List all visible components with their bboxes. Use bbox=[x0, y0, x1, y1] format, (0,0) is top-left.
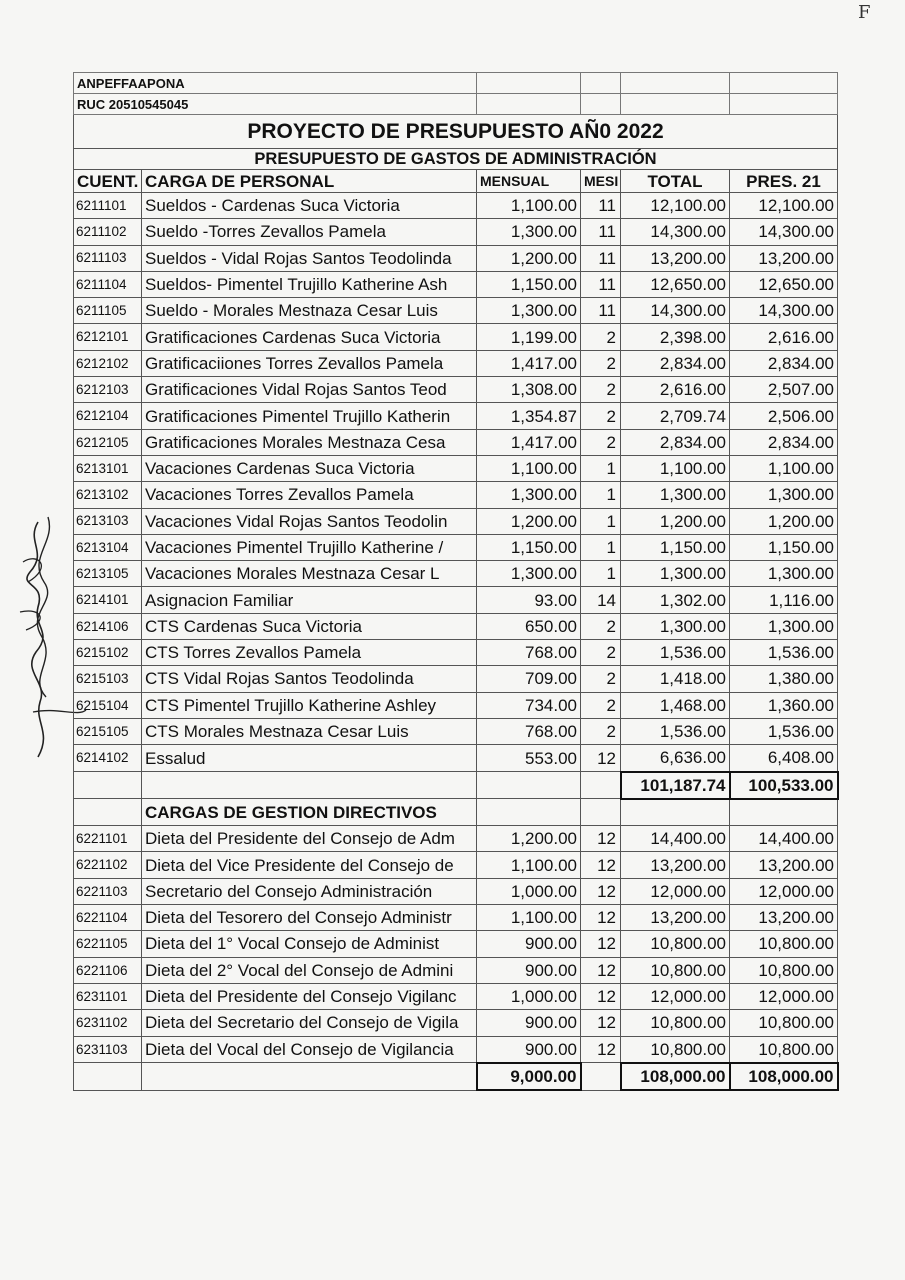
table-row bbox=[74, 403, 838, 429]
total-amount: 1,536.00 bbox=[621, 718, 730, 744]
monthly-amount: 1,417.00 bbox=[477, 350, 581, 376]
total-amount: 1,300.00 bbox=[621, 482, 730, 508]
table-row bbox=[74, 745, 838, 772]
account-code: 6215103 bbox=[74, 666, 142, 692]
months: 2 bbox=[581, 324, 621, 350]
table-row bbox=[74, 666, 838, 692]
personal-total: 101,187.74 bbox=[621, 772, 730, 799]
table-row bbox=[74, 508, 838, 534]
months: 1 bbox=[581, 508, 621, 534]
pres21-amount: 1,150.00 bbox=[730, 534, 838, 560]
personal-total-row bbox=[74, 772, 838, 799]
account-code: 6215104 bbox=[74, 692, 142, 718]
description: Essalud bbox=[142, 745, 477, 772]
pres21-amount: 1,536.00 bbox=[730, 640, 838, 666]
pres21-amount: 13,200.00 bbox=[730, 905, 838, 931]
pres21-amount: 2,506.00 bbox=[730, 403, 838, 429]
monthly-amount: 1,150.00 bbox=[477, 534, 581, 560]
total-amount: 12,000.00 bbox=[621, 878, 730, 904]
ruc: RUC 20510545045 bbox=[74, 94, 477, 115]
monthly-amount: 900.00 bbox=[477, 931, 581, 957]
monthly-amount: 1,000.00 bbox=[477, 878, 581, 904]
pres21-amount: 1,300.00 bbox=[730, 613, 838, 639]
description: Vacaciones Vidal Rojas Santos Teodolin bbox=[142, 508, 477, 534]
table-row bbox=[74, 692, 838, 718]
total-amount: 1,418.00 bbox=[621, 666, 730, 692]
pres21-amount: 1,100.00 bbox=[730, 455, 838, 481]
pres21-amount: 1,300.00 bbox=[730, 561, 838, 587]
account-code: 6213103 bbox=[74, 508, 142, 534]
pres21-amount: 2,834.00 bbox=[730, 429, 838, 455]
account-code: 6211101 bbox=[74, 193, 142, 219]
months: 2 bbox=[581, 692, 621, 718]
account-code: 6231102 bbox=[74, 1010, 142, 1036]
months: 12 bbox=[581, 1036, 621, 1063]
pres21-amount: 10,800.00 bbox=[730, 957, 838, 983]
monthly-amount: 93.00 bbox=[477, 587, 581, 613]
months: 12 bbox=[581, 1010, 621, 1036]
pres21-amount: 14,400.00 bbox=[730, 826, 838, 852]
description: Asignacion Familiar bbox=[142, 587, 477, 613]
monthly-amount: 1,200.00 bbox=[477, 508, 581, 534]
description: Dieta del Presidente del Consejo de Adm bbox=[142, 826, 477, 852]
months: 11 bbox=[581, 219, 621, 245]
header-cuenta: CUENT. bbox=[74, 170, 142, 193]
months: 1 bbox=[581, 482, 621, 508]
monthly-amount: 1,300.00 bbox=[477, 219, 581, 245]
pres21-amount: 1,360.00 bbox=[730, 692, 838, 718]
table-row bbox=[74, 561, 838, 587]
total-amount: 14,300.00 bbox=[621, 298, 730, 324]
months: 11 bbox=[581, 245, 621, 271]
org-name: ANPEFFAAPONA bbox=[74, 73, 477, 94]
months: 12 bbox=[581, 852, 621, 878]
table-row bbox=[74, 245, 838, 271]
total-amount: 1,302.00 bbox=[621, 587, 730, 613]
monthly-amount: 709.00 bbox=[477, 666, 581, 692]
section-directivos-title: CARGAS DE GESTION DIRECTIVOS bbox=[142, 799, 477, 826]
account-code: 6214106 bbox=[74, 613, 142, 639]
section-directivos-row bbox=[74, 799, 838, 826]
monthly-amount: 1,300.00 bbox=[477, 561, 581, 587]
account-code: 6221101 bbox=[74, 826, 142, 852]
directivos-total: 108,000.00 bbox=[621, 1063, 730, 1090]
account-code: 6213101 bbox=[74, 455, 142, 481]
total-amount: 1,300.00 bbox=[621, 613, 730, 639]
pres21-amount: 10,800.00 bbox=[730, 1036, 838, 1063]
description: Sueldos - Vidal Rojas Santos Teodolinda bbox=[142, 245, 477, 271]
table-row bbox=[74, 931, 838, 957]
months: 2 bbox=[581, 403, 621, 429]
total-amount: 10,800.00 bbox=[621, 957, 730, 983]
account-code: 6211102 bbox=[74, 219, 142, 245]
monthly-amount: 900.00 bbox=[477, 1010, 581, 1036]
description: Vacaciones Morales Mestnaza Cesar L bbox=[142, 561, 477, 587]
total-amount: 1,300.00 bbox=[621, 561, 730, 587]
total-amount: 10,800.00 bbox=[621, 931, 730, 957]
directivos-rows bbox=[74, 826, 838, 1063]
account-code: 6211105 bbox=[74, 298, 142, 324]
total-amount: 12,100.00 bbox=[621, 193, 730, 219]
months: 12 bbox=[581, 957, 621, 983]
pres21-amount: 1,300.00 bbox=[730, 482, 838, 508]
months: 2 bbox=[581, 613, 621, 639]
table-row bbox=[74, 587, 838, 613]
monthly-amount: 650.00 bbox=[477, 613, 581, 639]
total-amount: 2,834.00 bbox=[621, 350, 730, 376]
monthly-amount: 1,100.00 bbox=[477, 852, 581, 878]
description: Sueldos - Cardenas Suca Victoria bbox=[142, 193, 477, 219]
pres21-amount: 13,200.00 bbox=[730, 852, 838, 878]
monthly-amount: 768.00 bbox=[477, 718, 581, 744]
pres21-amount: 10,800.00 bbox=[730, 931, 838, 957]
description: Dieta del Presidente del Consejo Vigilanc bbox=[142, 983, 477, 1009]
monthly-amount: 1,200.00 bbox=[477, 826, 581, 852]
months: 11 bbox=[581, 298, 621, 324]
description: CTS Cardenas Suca Victoria bbox=[142, 613, 477, 639]
account-code: 6214102 bbox=[74, 745, 142, 772]
pres21-amount: 1,200.00 bbox=[730, 508, 838, 534]
months: 12 bbox=[581, 878, 621, 904]
description: Dieta del Vocal del Consejo de Vigilancia bbox=[142, 1036, 477, 1063]
table-row bbox=[74, 377, 838, 403]
pres21-amount: 13,200.00 bbox=[730, 245, 838, 271]
account-code: 6221105 bbox=[74, 931, 142, 957]
description: Vacaciones Cardenas Suca Victoria bbox=[142, 455, 477, 481]
total-amount: 1,536.00 bbox=[621, 640, 730, 666]
description: CTS Vidal Rojas Santos Teodolinda bbox=[142, 666, 477, 692]
monthly-amount: 1,100.00 bbox=[477, 905, 581, 931]
monthly-amount: 1,300.00 bbox=[477, 482, 581, 508]
monthly-amount: 1,000.00 bbox=[477, 983, 581, 1009]
directivos-mensual-total: 9,000.00 bbox=[477, 1063, 581, 1090]
total-amount: 10,800.00 bbox=[621, 1036, 730, 1063]
months: 12 bbox=[581, 931, 621, 957]
personal-pres-total: 100,533.00 bbox=[730, 772, 838, 799]
pres21-amount: 2,616.00 bbox=[730, 324, 838, 350]
description: Gratificaciones Pimentel Trujillo Katherin bbox=[142, 403, 477, 429]
header-mensual: MENSUAL bbox=[477, 170, 581, 193]
description: Gratificaciiones Torres Zevallos Pamela bbox=[142, 350, 477, 376]
months: 2 bbox=[581, 377, 621, 403]
monthly-amount: 553.00 bbox=[477, 745, 581, 772]
monthly-amount: 1,417.00 bbox=[477, 429, 581, 455]
total-amount: 1,150.00 bbox=[621, 534, 730, 560]
account-code: 6213104 bbox=[74, 534, 142, 560]
account-code: 6221102 bbox=[74, 852, 142, 878]
description: Vacaciones Pimentel Trujillo Katherine / bbox=[142, 534, 477, 560]
description: Dieta del 2° Vocal del Consejo de Admini bbox=[142, 957, 477, 983]
total-amount: 2,616.00 bbox=[621, 377, 730, 403]
monthly-amount: 1,199.00 bbox=[477, 324, 581, 350]
total-amount: 6,636.00 bbox=[621, 745, 730, 772]
description: Dieta del Tesorero del Consejo Administr bbox=[142, 905, 477, 931]
table-row bbox=[74, 983, 838, 1009]
pres21-amount: 10,800.00 bbox=[730, 1010, 838, 1036]
table-row bbox=[74, 534, 838, 560]
months: 12 bbox=[581, 905, 621, 931]
description: Dieta del 1° Vocal Consejo de Administ bbox=[142, 931, 477, 957]
monthly-amount: 768.00 bbox=[477, 640, 581, 666]
total-amount: 10,800.00 bbox=[621, 1010, 730, 1036]
months: 11 bbox=[581, 271, 621, 297]
table-row bbox=[74, 718, 838, 744]
total-amount: 14,400.00 bbox=[621, 826, 730, 852]
account-code: 6212104 bbox=[74, 403, 142, 429]
header-total: TOTAL bbox=[621, 170, 730, 193]
pres21-amount: 12,000.00 bbox=[730, 983, 838, 1009]
account-code: 6212105 bbox=[74, 429, 142, 455]
header-pres21: PRES. 21 bbox=[730, 170, 838, 193]
months: 2 bbox=[581, 640, 621, 666]
account-code: 6214101 bbox=[74, 587, 142, 613]
account-code: 6221104 bbox=[74, 905, 142, 931]
monthly-amount: 1,150.00 bbox=[477, 271, 581, 297]
months: 12 bbox=[581, 745, 621, 772]
description: Gratificaciones Vidal Rojas Santos Teod bbox=[142, 377, 477, 403]
total-amount: 12,000.00 bbox=[621, 983, 730, 1009]
ruc-row bbox=[74, 94, 838, 115]
months: 12 bbox=[581, 826, 621, 852]
monthly-amount: 1,100.00 bbox=[477, 455, 581, 481]
months: 11 bbox=[581, 193, 621, 219]
header-meses: MESI bbox=[581, 170, 621, 193]
account-code: 6211103 bbox=[74, 245, 142, 271]
table-row bbox=[74, 878, 838, 904]
total-amount: 1,200.00 bbox=[621, 508, 730, 534]
account-code: 6213102 bbox=[74, 482, 142, 508]
total-amount: 13,200.00 bbox=[621, 852, 730, 878]
page-subtitle: PRESUPUESTO DE GASTOS DE ADMINISTRACIÓN bbox=[74, 149, 838, 170]
subtitle-row bbox=[74, 149, 838, 170]
pres21-amount: 1,380.00 bbox=[730, 666, 838, 692]
total-amount: 1,100.00 bbox=[621, 455, 730, 481]
description: CTS Torres Zevallos Pamela bbox=[142, 640, 477, 666]
total-amount: 12,650.00 bbox=[621, 271, 730, 297]
table-row bbox=[74, 455, 838, 481]
table-row bbox=[74, 193, 838, 219]
account-code: 6212101 bbox=[74, 324, 142, 350]
total-amount: 13,200.00 bbox=[621, 905, 730, 931]
title-row bbox=[74, 115, 838, 149]
table-row bbox=[74, 1036, 838, 1063]
monthly-amount: 1,300.00 bbox=[477, 298, 581, 324]
monthly-amount: 1,100.00 bbox=[477, 193, 581, 219]
description: Gratificaciones Morales Mestnaza Cesa bbox=[142, 429, 477, 455]
pres21-amount: 1,116.00 bbox=[730, 587, 838, 613]
table-row bbox=[74, 640, 838, 666]
months: 1 bbox=[581, 561, 621, 587]
pres21-amount: 12,100.00 bbox=[730, 193, 838, 219]
total-amount: 13,200.00 bbox=[621, 245, 730, 271]
total-amount: 2,709.74 bbox=[621, 403, 730, 429]
header-row bbox=[74, 170, 838, 193]
table-row bbox=[74, 298, 838, 324]
table-row bbox=[74, 826, 838, 852]
total-amount: 14,300.00 bbox=[621, 219, 730, 245]
description: Sueldo -Torres Zevallos Pamela bbox=[142, 219, 477, 245]
monthly-amount: 1,354.87 bbox=[477, 403, 581, 429]
account-code: 6221103 bbox=[74, 878, 142, 904]
description: Dieta del Vice Presidente del Consejo de bbox=[142, 852, 477, 878]
monthly-amount: 900.00 bbox=[477, 1036, 581, 1063]
directivos-total-row bbox=[74, 1063, 838, 1090]
description: Vacaciones Torres Zevallos Pamela bbox=[142, 482, 477, 508]
monthly-amount: 900.00 bbox=[477, 957, 581, 983]
pres21-amount: 1,536.00 bbox=[730, 718, 838, 744]
monthly-amount: 734.00 bbox=[477, 692, 581, 718]
account-code: 6215102 bbox=[74, 640, 142, 666]
monthly-amount: 1,308.00 bbox=[477, 377, 581, 403]
account-code: 6231103 bbox=[74, 1036, 142, 1063]
table-row bbox=[74, 613, 838, 639]
description: Dieta del Secretario del Consejo de Vigila bbox=[142, 1010, 477, 1036]
pres21-amount: 6,408.00 bbox=[730, 745, 838, 772]
pres21-amount: 14,300.00 bbox=[730, 219, 838, 245]
pres21-amount: 2,507.00 bbox=[730, 377, 838, 403]
description: Secretario del Consejo Administración bbox=[142, 878, 477, 904]
table-row bbox=[74, 350, 838, 376]
months: 1 bbox=[581, 455, 621, 481]
months: 2 bbox=[581, 350, 621, 376]
page-title: PROYECTO DE PRESUPUESTO AÑ0 2022 bbox=[74, 115, 838, 149]
table-row bbox=[74, 957, 838, 983]
table-row bbox=[74, 219, 838, 245]
account-code: 6212103 bbox=[74, 377, 142, 403]
org-row bbox=[74, 73, 838, 94]
total-amount: 2,398.00 bbox=[621, 324, 730, 350]
months: 14 bbox=[581, 587, 621, 613]
account-code: 6231101 bbox=[74, 983, 142, 1009]
total-amount: 1,468.00 bbox=[621, 692, 730, 718]
account-code: 6211104 bbox=[74, 271, 142, 297]
pres21-amount: 12,000.00 bbox=[730, 878, 838, 904]
months: 2 bbox=[581, 666, 621, 692]
description: Sueldos- Pimentel Trujillo Katherine Ash bbox=[142, 271, 477, 297]
pres21-amount: 12,650.00 bbox=[730, 271, 838, 297]
header-section-personal: CARGA DE PERSONAL bbox=[142, 170, 477, 193]
pres21-amount: 2,834.00 bbox=[730, 350, 838, 376]
table-row bbox=[74, 271, 838, 297]
table-row bbox=[74, 852, 838, 878]
account-code: 6212102 bbox=[74, 350, 142, 376]
monthly-amount: 1,200.00 bbox=[477, 245, 581, 271]
description: CTS Morales Mestnaza Cesar Luis bbox=[142, 718, 477, 744]
table-row bbox=[74, 429, 838, 455]
account-code: 6213105 bbox=[74, 561, 142, 587]
page-mark: F bbox=[858, 2, 871, 23]
table-row bbox=[74, 324, 838, 350]
months: 1 bbox=[581, 534, 621, 560]
description: CTS Pimentel Trujillo Katherine Ashley bbox=[142, 692, 477, 718]
months: 12 bbox=[581, 983, 621, 1009]
personal-rows bbox=[74, 193, 838, 772]
table-row bbox=[74, 1010, 838, 1036]
table-row bbox=[74, 905, 838, 931]
account-code: 6215105 bbox=[74, 718, 142, 744]
directivos-pres-total: 108,000.00 bbox=[730, 1063, 838, 1090]
months: 2 bbox=[581, 429, 621, 455]
pres21-amount: 14,300.00 bbox=[730, 298, 838, 324]
description: Gratificaciones Cardenas Suca Victoria bbox=[142, 324, 477, 350]
table-row bbox=[74, 482, 838, 508]
total-amount: 2,834.00 bbox=[621, 429, 730, 455]
account-code: 6221106 bbox=[74, 957, 142, 983]
months: 2 bbox=[581, 718, 621, 744]
description: Sueldo - Morales Mestnaza Cesar Luis bbox=[142, 298, 477, 324]
budget-table bbox=[73, 72, 839, 1091]
